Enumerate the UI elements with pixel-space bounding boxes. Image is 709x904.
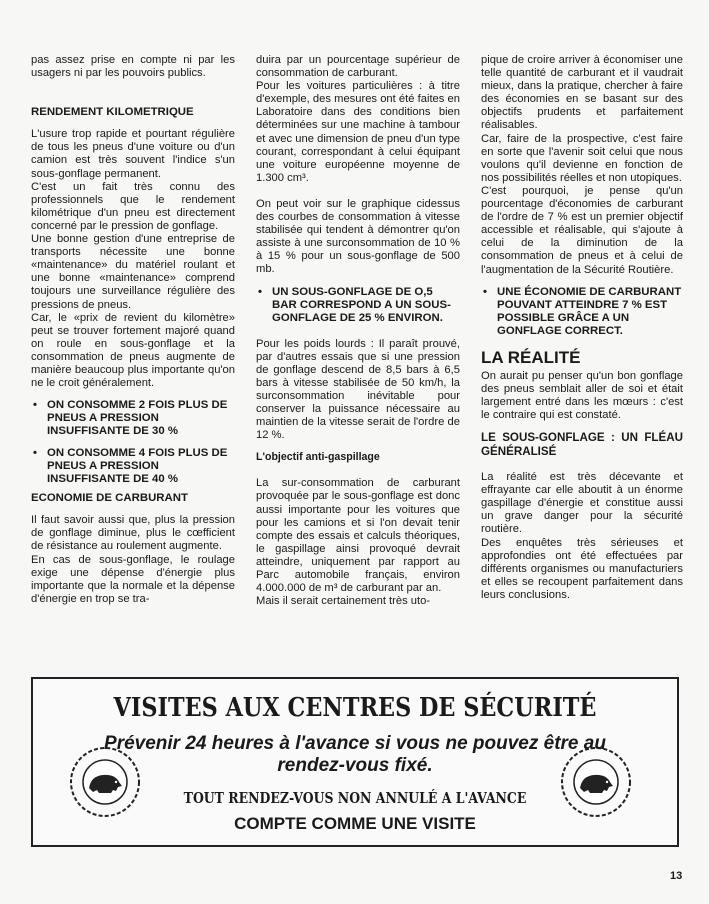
club-logo-icon xyxy=(560,746,632,818)
bullet-point: • ON CONSOMME 4 FOIS PLUS DE PNEUS A PRESSION INSUFFISANTE DE 40 % xyxy=(31,447,235,486)
column-2 xyxy=(256,54,460,608)
paragraph: On peut voir sur le graphique cidessus des courbes de consommation à vitesse stabilisée qui tendent à démontrer qu'on assiste à une surconsommation de 10 % à 15 % pour un sous-gonflage de 500 mb. xyxy=(256,197,460,276)
paragraph: Pour les poids lourds : Il paraît prouvé, par d'autres essais que si une pression de gonflage descend de 8,5 bars à 6,5 bars à vitesse stabilisée de 50 km/h, la surconsommation inévitable pour conserver la puissance nécessaire au maintien de la vitesse serait de l'ordre de 12 %. xyxy=(256,337,460,442)
paragraph: Il faut savoir aussi que, plus la pression de gonflage diminue, plus le cœfficient de résistance au roulement augmente. xyxy=(31,514,235,553)
banner-warning-line: TOUT RENDEZ-VOUS NON ANNULÉ A L'AVANCE xyxy=(183,790,527,807)
paragraph: C'est pourquoi, je pense qu'un pourcentage d'économies de carburant de l'ordre de 7 % est un premier objectif accessible et réalisable, qui s'ajoute à celui de la diminution de la consommation de pneus et à celui de l'augmentation de la Sécurité Routière. xyxy=(481,184,683,276)
paragraph: Car, faire de la prospective, c'est faire en sorte que l'avenir soit celui que nous voulons qu'il devienne en fonction de nos possibilités réelles et non utopiques. xyxy=(481,132,683,184)
paragraph: La réalité est très décevante et effrayante car elle aboutit à un énorme gaspillage d'énergie et constitue aussi un grave danger pour la sécurité routière. xyxy=(481,471,683,536)
paragraph: L'usure trop rapide et pourtant régulière de tous les pneus d'une voiture ou d'un camion est très souvent l'indice s'un sous-gonflage permanent. xyxy=(31,128,235,180)
bullet-point: • ON CONSOMME 2 FOIS PLUS DE PNEUS A PRESSION INSUFFISANTE DE 30 % xyxy=(31,399,235,438)
safety-center-banner xyxy=(31,677,679,847)
bullet-point: • UN SOUS-GONFLAGE DE O,5 BAR CORRESPOND A UN SOUS-GONFLAGE DE 25 % ENVIRON. xyxy=(256,286,460,325)
section-heading: RENDEMENT KILOMETRIQUE xyxy=(31,106,194,119)
banner-notice-line: Prévenir 24 heures à l'avance si vous ne pouvez être au xyxy=(104,733,606,754)
paragraph: pique de croire arriver à économiser une telle quantité de carburant et il vaudrait mieux, dans la pratique, chercher à faire des économies en se basant sur des objectifs prudents et parfaitement réalisables. xyxy=(481,54,683,132)
paragraph: Pour les voitures particulières : à titre d'exemple, des mesures ont été faites en Laboratoire dans des conditions bien déterminées sur une machine à tambour et avec une dimension de pneu d'un type courant, correspondant à celui équipant une voiture européenne moyenne de 1.300 cm³. xyxy=(256,80,460,184)
paragraph: En cas de sous-gonflage, le roulage exige une dépense d'énergie plus importante que la normale et la dépense d'énergie en trop se tra- xyxy=(31,553,235,605)
paragraph: Mais il serait certainement très uto- xyxy=(256,595,431,608)
club-logo-icon xyxy=(69,746,141,818)
column-3 xyxy=(481,54,683,602)
paragraph: duira par un pourcentage supérieur de consommation de carburant. xyxy=(256,54,460,80)
paragraph: On aurait pu penser qu'un bon gonflage des pneus semblait aller de soi et était largement entré dans les mœurs : c'est le contraire qui est constaté. xyxy=(481,369,683,421)
banner-title: VISITES AUX CENTRES DE SÉCURITÉ xyxy=(113,693,597,723)
paragraph: Car, le «prix de revient du kilomètre» peut se trouver fortement majoré quand on roule en sous-gonflage et la consommation de pneus augmente de manière beaucoup plus importante qu'on ne le croit généralement. xyxy=(31,311,235,390)
section-title: LA RÉALITÉ xyxy=(481,347,581,367)
banner-warning-line: COMPTE COMME UNE VISITE xyxy=(234,814,476,833)
paragraph: C'est un fait très connu des professionnels que le rendement kilométrique d'un pneu est directement concerné par le pression de gonflage. xyxy=(31,180,235,232)
section-heading: LE SOUS-GONFLAGE : UN FLÉAU GÉNÉRALISÉ xyxy=(481,431,683,458)
column-1 xyxy=(31,54,235,606)
paragraph: Une bonne gestion d'une entreprise de transports nécessite une bonne «maintenance» du matériel roulant et une bonne «maintenance» comprend toujours une surveillance régulière des pressions de pneus. xyxy=(31,233,235,311)
paragraph: La sur-consommation de carburant provoquée par le sous-gonflage est donc aussi importante pour les voitures que pour les camions et si l'on devait tenir compte des essais et calculs théoriques, le gaspillage ainsi provoqué devrait atteindre, uniquement par rapport au Parc automobile français, environ 4.000.000 de m³ de carburant par an. xyxy=(256,477,460,595)
bullet-point: • UNE ÉCONOMIE DE CARBURANT POUVANT ATTEINDRE 7 % EST POSSIBLE GRÂCE A UN GONFLAGE CORRECT. xyxy=(481,286,683,338)
page-number: 13 xyxy=(670,870,683,882)
paragraph: Des enquêtes très sérieuses et approfondies ont été effectuées par différents organismes ou manufacturiers et elles se recoupent parfaitement dans leurs conclusions. xyxy=(481,536,683,601)
section-heading: L'objectif anti-gaspillage xyxy=(256,451,380,464)
section-heading: ECONOMIE DE CARBURANT xyxy=(31,492,188,505)
paragraph: pas assez prise en compte ni par les usagers ni par les pouvoirs publics. xyxy=(31,54,235,80)
banner-notice-line: rendez-vous fixé. xyxy=(277,755,433,776)
